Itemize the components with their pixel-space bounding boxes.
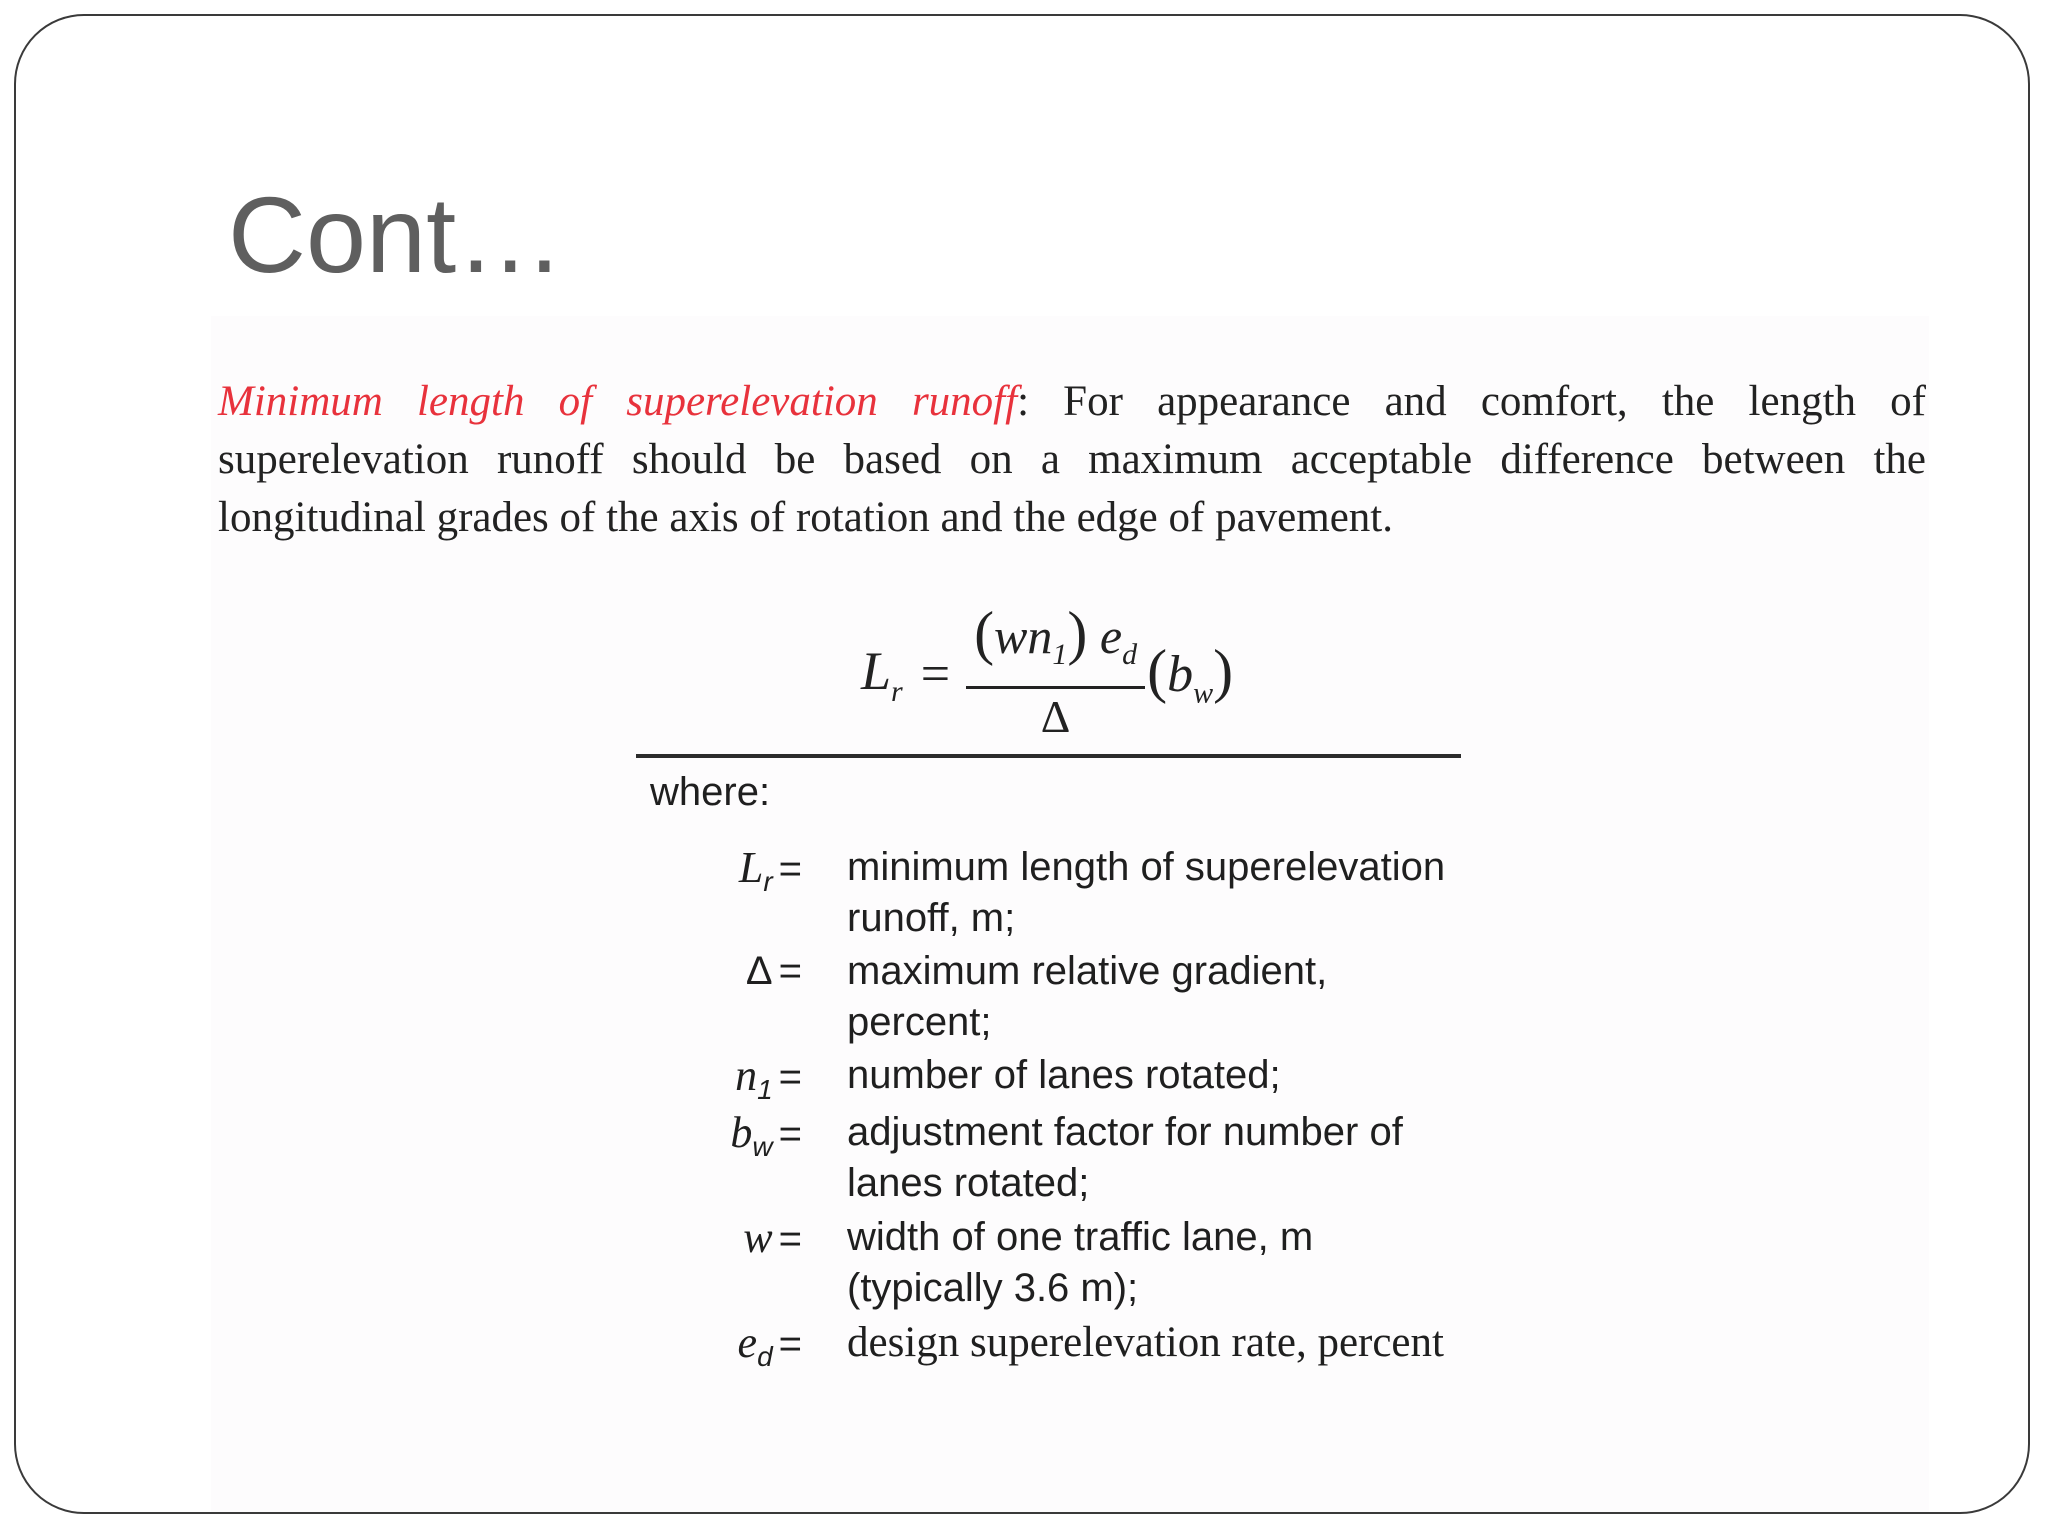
symbol-equals: = [778, 949, 802, 993]
formula-bw-close-paren: ) [1213, 638, 1234, 705]
formula-denominator: Δ [1040, 690, 1071, 742]
definition-text: minimum length of superelevation runoff, m; [847, 845, 1446, 940]
symbol-sub: d [757, 1341, 773, 1372]
formula-num-close-paren: ) [1067, 599, 1088, 666]
runoff-formula [861, 599, 1234, 742]
definition-symbol [666, 1317, 802, 1382]
formula-lhs [861, 640, 903, 709]
symbol-var: n [735, 1051, 758, 1100]
definition-symbol [666, 842, 802, 907]
formula-num-e: e [1099, 607, 1123, 664]
where-label: where: [650, 770, 771, 814]
definition-text: width of one traffic lane, m (typically 3.6 m); [847, 1215, 1314, 1310]
definition-item-lr [666, 842, 1466, 944]
formula-bw-var: b [1167, 646, 1194, 704]
definition-item-n1 [666, 1050, 1466, 1105]
formula-num-var: wn [994, 607, 1053, 664]
formula-bw-term [1147, 637, 1233, 710]
definition-text: design superelevation rate, percent [847, 1319, 1444, 1366]
symbol-sub: w [752, 1131, 773, 1162]
definition-text: maximum relative gradient, percent; [847, 949, 1328, 1044]
formula-numerator [966, 599, 1145, 686]
symbol-equals: = [778, 1055, 802, 1099]
formula-bw-open-paren: ( [1147, 638, 1168, 705]
definition-item-ed [666, 1317, 1466, 1372]
definition-text: number of lanes rotated; [847, 1053, 1281, 1097]
intro-lead: Minimum length of superelevation runoff [218, 378, 1018, 425]
definition-item-delta [666, 946, 1466, 1048]
section-divider [636, 754, 1461, 758]
symbol-var: b [730, 1108, 753, 1157]
symbol-var: w [743, 1213, 773, 1262]
definition-item-w [666, 1212, 1466, 1314]
definition-symbol [666, 1050, 802, 1115]
formula-lhs-var: L [861, 640, 892, 701]
symbol-sub: r [763, 866, 773, 897]
symbol-var: L [738, 843, 764, 892]
symbol-equals: = [778, 1217, 802, 1261]
symbol-var: Δ [745, 949, 773, 993]
symbol-equals: = [778, 1112, 802, 1156]
definition-symbol [666, 1107, 802, 1172]
definition-item-bw [666, 1107, 1466, 1209]
symbol-var: e [737, 1318, 758, 1367]
definitions-list [666, 842, 1466, 1372]
formula-num-open-paren: ( [974, 599, 995, 666]
symbol-sub: 1 [757, 1074, 773, 1105]
intro-paragraph [218, 373, 1926, 547]
formula-lhs-sub: r [891, 674, 903, 708]
formula-bw-sub: w [1193, 676, 1214, 710]
slide-frame [14, 14, 2030, 1514]
formula-equals: = [920, 645, 951, 703]
formula-fraction [966, 599, 1145, 745]
definition-symbol [666, 1212, 802, 1265]
formula-num-var-sub: 1 [1052, 637, 1068, 671]
slide-title: Cont… [228, 174, 565, 295]
definition-symbol [666, 946, 802, 997]
symbol-equals: = [778, 847, 802, 891]
symbol-equals: = [778, 1322, 802, 1366]
formula-num-e-sub: d [1122, 637, 1138, 671]
intro-body: : For appearance and comfort, the length of superelevation runoff should be based on a maximum acceptable difference between the longitudinal grades of the axis of rotation and the edge of pavement. [218, 378, 1926, 541]
definition-text: adjustment factor for number of lanes rotated; [847, 1110, 1403, 1205]
